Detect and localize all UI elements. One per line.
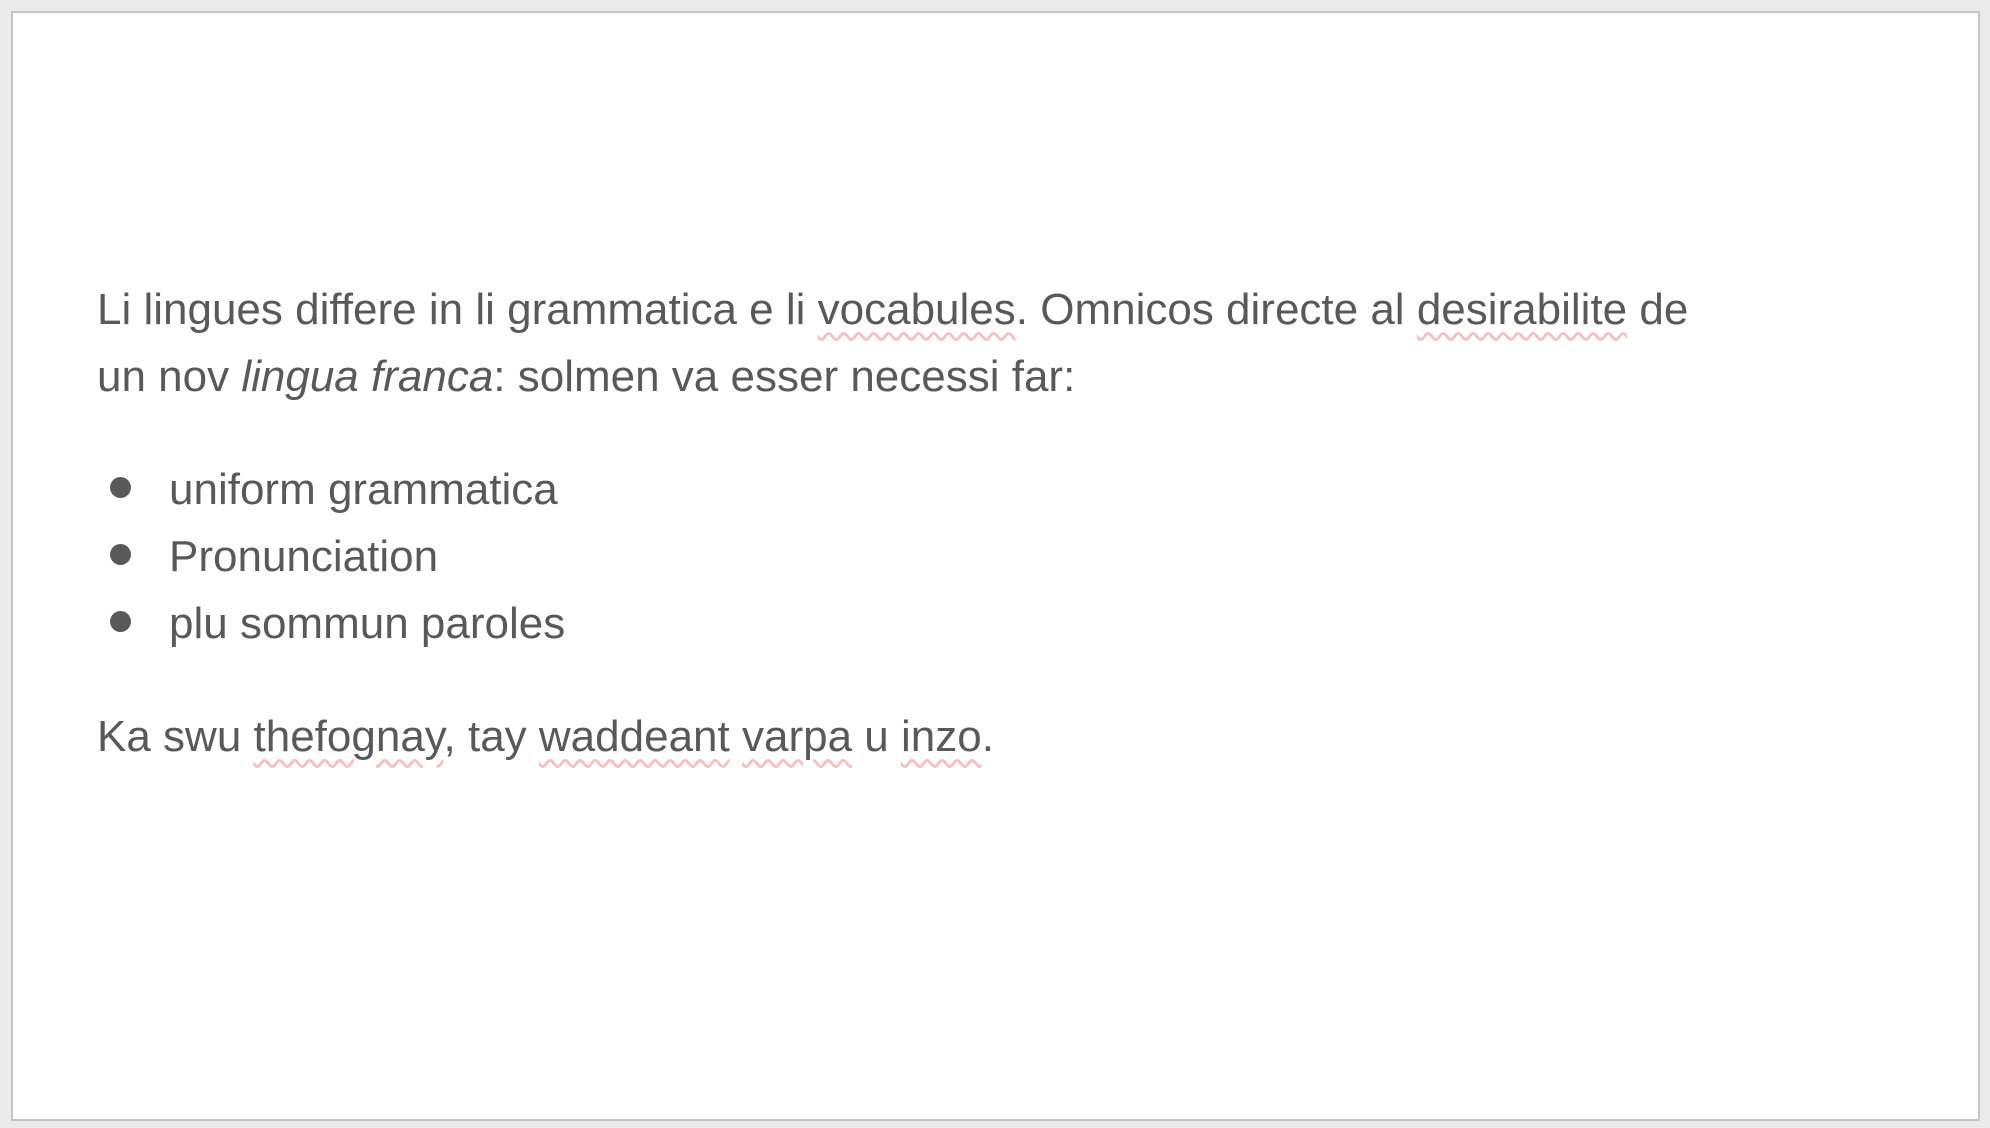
intro-paragraph [97, 276, 1950, 410]
bullet-item [97, 456, 1950, 523]
slide-text-box[interactable] [97, 276, 1950, 770]
text-segment: Li lingues differe in li grammatica e li [97, 285, 818, 334]
text-segment: , tay [443, 712, 539, 761]
bullet-item [97, 590, 1950, 657]
slide[interactable] [11, 11, 1980, 1121]
text-segment: un nov [97, 352, 242, 401]
text-segment: de [1627, 285, 1689, 334]
text-line [97, 703, 1950, 770]
bullet-item [97, 523, 1950, 590]
misspelled-word: inzo [900, 712, 982, 761]
italic-phrase: lingua franca [241, 352, 494, 401]
text-segment: . [981, 712, 994, 761]
text-segment: : solmen va esser necessi far: [493, 352, 1076, 401]
text-line [97, 343, 1950, 410]
text-segment: . Omnicos directe al [1015, 285, 1417, 334]
text-segment: uniform grammatica [169, 465, 558, 514]
text-segment: plu sommun paroles [169, 599, 566, 648]
text-line [97, 276, 1950, 343]
misspelled-word: desirabilite [1416, 285, 1628, 334]
misspelled-word: varpa [741, 712, 853, 761]
text-segment: u [852, 712, 901, 761]
bullet-list [97, 456, 1950, 657]
closing-paragraph [97, 703, 1950, 770]
text-segment [730, 712, 742, 761]
misspelled-word: waddeant [538, 712, 730, 761]
misspelled-word: thefognay [253, 712, 444, 761]
text-segment: Pronunciation [169, 532, 439, 581]
text-segment: Ka swu [97, 712, 254, 761]
misspelled-word: vocabules [817, 285, 1016, 334]
